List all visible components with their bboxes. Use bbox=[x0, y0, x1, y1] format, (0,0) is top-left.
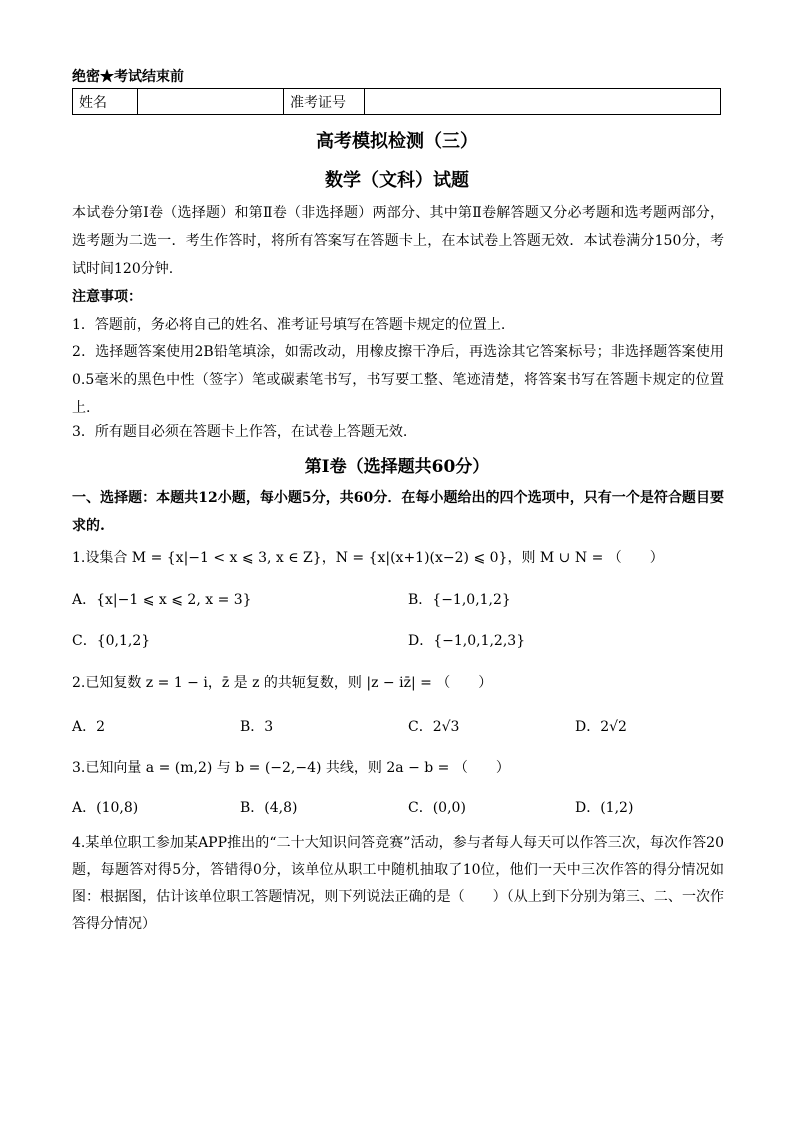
q1-option-a[interactable]: A．{x|−1 ⩽ x ⩽ 2, x = 3} bbox=[72, 592, 252, 608]
name-label: 姓名 bbox=[73, 89, 138, 115]
question-4-stem: 4.某单位职工参加某APP推出的“二十大知识问答竞赛”活动，参与者每人每天可以作答三次，每次作答20题，每题答对得5分，答错得0分，该单位从职工中随机抽取了10位，他们一天中三次作答的得分情况如图：根据图，估计该单位职工答题情况，则下列说法正确的是（ ）（从上到下分别为第三、二、一次作答得分情况） bbox=[72, 835, 724, 932]
candidate-info-table bbox=[72, 88, 721, 115]
ticket-field[interactable] bbox=[365, 89, 721, 115]
page-title: 高考模拟检测（三） bbox=[316, 131, 478, 152]
q3-option-c[interactable]: C．(0,0) bbox=[408, 800, 466, 816]
q2-option-a[interactable]: A．2 bbox=[72, 719, 106, 735]
note-item-3: 3．所有题目必须在答题卡上作答，在试卷上答题无效. bbox=[72, 424, 408, 440]
q2-option-b[interactable]: B．3 bbox=[240, 719, 274, 735]
question-3-stem: 3.已知向量 a = (m,2) 与 b = (−2,−4) 共线，则 2a − b = （ ） bbox=[72, 760, 510, 776]
notes-heading: 注意事项： bbox=[72, 289, 142, 305]
section-title: 第Ⅰ卷（选择题共60分） bbox=[304, 457, 490, 477]
section-instruction: 一、选择题：本题共12小题，每小题5分，共60分．在每小题给出的四个选项中，只有一个是符合题目要求的. bbox=[72, 490, 724, 534]
page-subtitle: 数学（文科）试题 bbox=[325, 170, 469, 191]
q2-option-c[interactable]: C．2√3 bbox=[408, 719, 460, 735]
q1-option-b[interactable]: B．{−1,0,1,2} bbox=[408, 592, 511, 608]
q3-option-a[interactable]: A．(10,8) bbox=[72, 800, 139, 816]
q3-option-b[interactable]: B．(4,8) bbox=[240, 800, 298, 816]
question-2-stem: 2.已知复数 z = 1 − i，z̄ 是 z 的共轭复数，则 |z − iz̄| = （ ） bbox=[72, 675, 493, 691]
note-item-2: 2．选择题答案使用2B铅笔填涂，如需改动，用橡皮擦干净后，再选涂其它答案标号；非选择题答案使用0.5毫米的黑色中性（签字）笔或碳素笔书写，书写要工整、笔迹清楚，将答案书写在答题卡规定的位置上. bbox=[72, 344, 724, 416]
ticket-label: 准考证号 bbox=[284, 89, 365, 115]
note-item-1: 1．答题前，务必将自己的姓名、准考证号填写在答题卡规定的位置上. bbox=[72, 317, 506, 333]
q1-option-d[interactable]: D．{−1,0,1,2,3} bbox=[408, 633, 526, 649]
intro-paragraph: 本试卷分第Ⅰ卷（选择题）和第Ⅱ卷（非选择题）两部分、其中第Ⅱ卷解答题又分必考题和选考题两部分，选考题为二选一．考生作答时，将所有答案写在答题卡上，在本试卷上答题无效．本试卷满分150分，考试时间120分钟. bbox=[72, 205, 724, 277]
q3-option-d[interactable]: D．(1,2) bbox=[575, 800, 634, 816]
name-field[interactable] bbox=[138, 89, 284, 115]
q2-option-d[interactable]: D．2√2 bbox=[575, 719, 627, 735]
q1-option-c[interactable]: C．{0,1,2} bbox=[72, 633, 151, 649]
question-1-stem: 1.设集合 M = {x|−1 < x ⩽ 3, x ∈ Z}，N = {x|(x+1)(x−2) ⩽ 0}，则 M ∪ N = （ ） bbox=[72, 550, 664, 566]
secret-label: 绝密★考试结束前 bbox=[72, 69, 184, 85]
